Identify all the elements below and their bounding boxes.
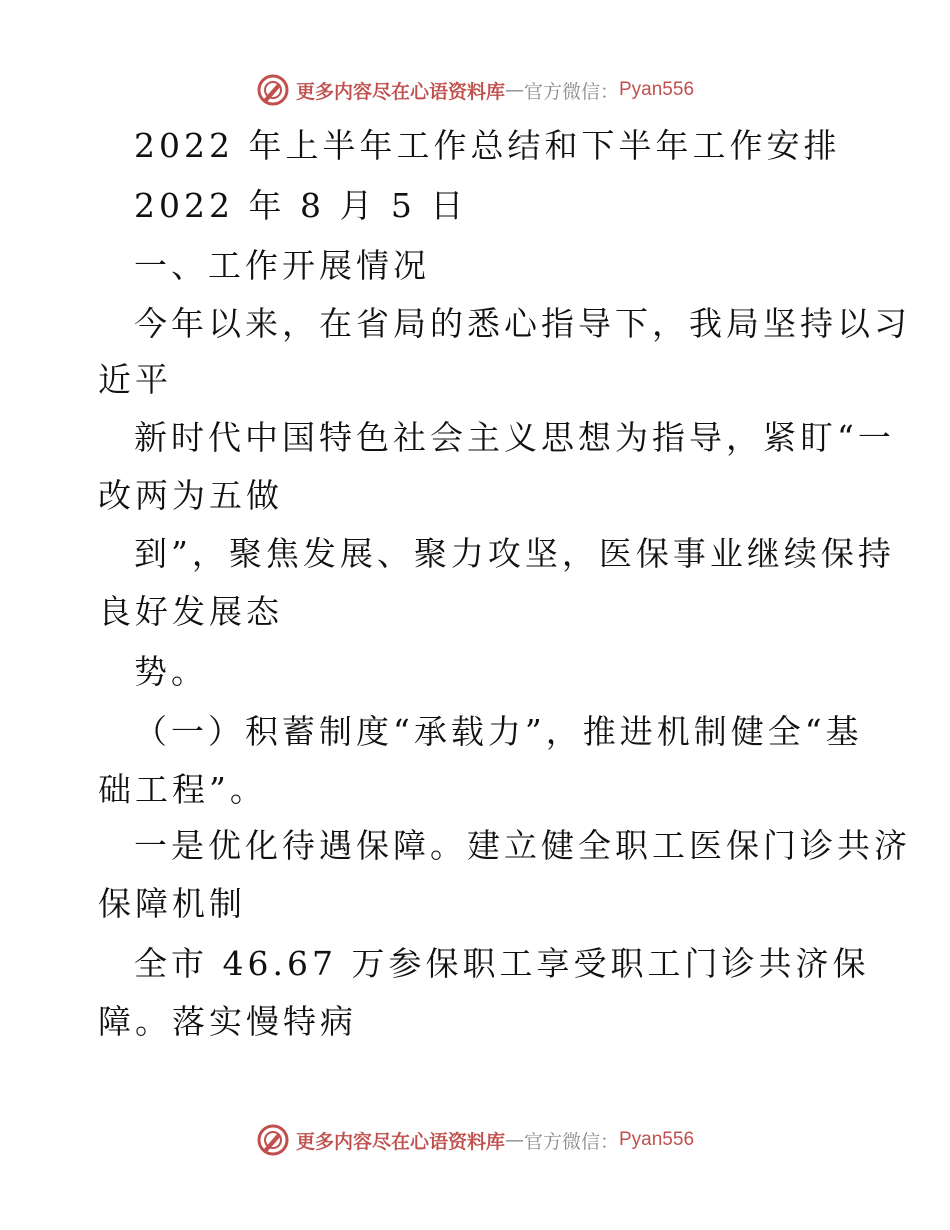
watermark-separator: — bbox=[504, 79, 524, 101]
paragraph-line: 势。 bbox=[134, 652, 208, 691]
seal-pen-icon bbox=[256, 73, 290, 107]
paragraph-line: 全市 46.67 万参保职工享受职工门诊共济保 bbox=[134, 944, 870, 983]
paragraph-line: 良好发展态 bbox=[98, 592, 283, 631]
subsection-heading: （一）积蓄制度“承载力”，推进机制健全“基 bbox=[134, 712, 863, 751]
paragraph-line: 新时代中国特色社会主义思想为指导，紧盯“一 bbox=[134, 418, 895, 457]
watermark-wechat-label: 官方微信： bbox=[523, 80, 619, 103]
paragraph-line: 今年以来，在省局的悉心指导下，我局坚持以习 bbox=[134, 304, 911, 343]
document-title: 2022 年上半年工作总结和下半年工作安排 bbox=[134, 126, 841, 165]
document-date: 2022 年 8 月 5 日 bbox=[134, 186, 468, 225]
watermark-brand: 更多内容尽在心语资料库 bbox=[295, 1130, 505, 1153]
section-heading: 一、工作开展情况 bbox=[134, 246, 430, 285]
paragraph-line: 到”，聚焦发展、聚力攻坚，医保事业继续保持 bbox=[134, 534, 895, 573]
subsection-heading: 础工程”。 bbox=[98, 770, 267, 809]
paragraph-line: 障。落实慢特病 bbox=[98, 1002, 357, 1041]
watermark-brand: 更多内容尽在心语资料库 bbox=[295, 80, 505, 103]
paragraph-line: 一是优化待遇保障。建立健全职工医保门诊共济 bbox=[134, 826, 911, 865]
seal-pen-icon bbox=[256, 1123, 290, 1157]
paragraph-line: 保障机制 bbox=[98, 884, 246, 923]
watermark-wechat-id: Pyan556 bbox=[619, 79, 695, 100]
watermark-wechat-label: 官方微信： bbox=[523, 1130, 619, 1153]
paragraph-line: 改两为五做 bbox=[98, 476, 283, 515]
paragraph-line: 近平 bbox=[98, 360, 172, 399]
watermark-separator: — bbox=[504, 1129, 524, 1151]
header-watermark bbox=[0, 70, 950, 110]
footer-watermark bbox=[0, 1120, 950, 1160]
watermark-wechat-id: Pyan556 bbox=[619, 1129, 695, 1150]
